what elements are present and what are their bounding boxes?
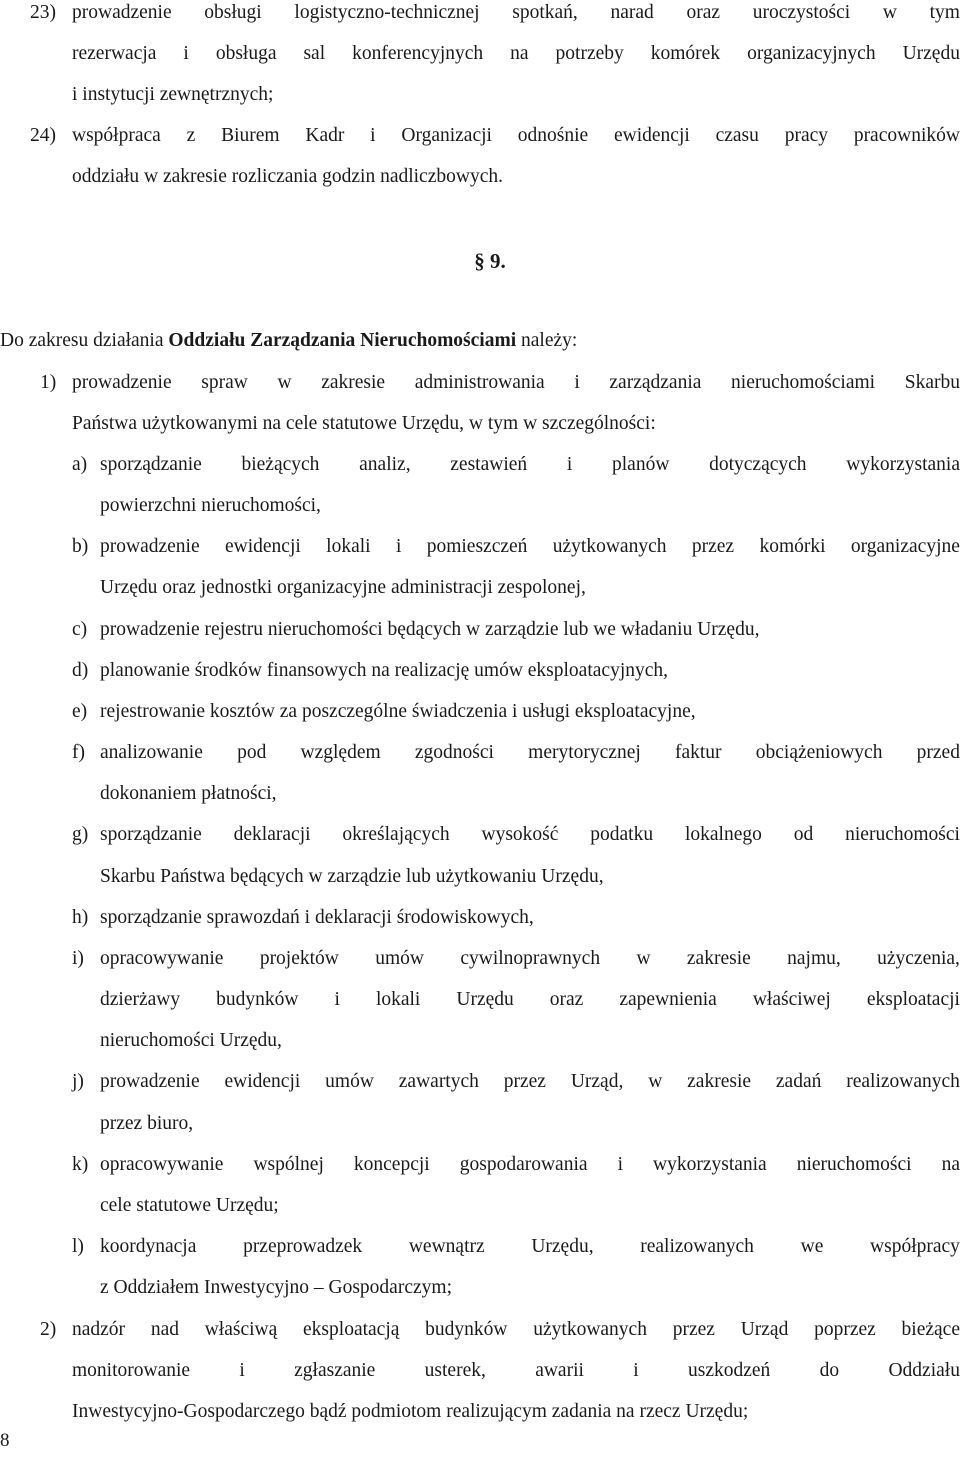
- item-line: oddziału w zakresie rozliczania godzin nadliczbowych.: [72, 166, 503, 187]
- subitem-letter: g): [72, 824, 89, 845]
- subitem-letter: a): [72, 454, 88, 475]
- item-line: Państwa użytkowanymi na cele statutowe Urzędu, w tym w szczególności:: [72, 413, 656, 434]
- item-line: prowadzenie spraw w zakresie administrowania i zarządzania nieruchomościami Skarbu: [72, 372, 960, 393]
- subitem-letter: b): [72, 536, 89, 557]
- subitem-h: [0, 897, 960, 938]
- item-line: współpraca z Biurem Kadr i Organizacji odnośnie ewidencji czasu pracy pracowników: [72, 125, 960, 146]
- subitem-k: [0, 1144, 960, 1185]
- subitem-line: dokonaniem płatności,: [100, 783, 277, 804]
- subitem-letter: e): [72, 701, 88, 722]
- item-line: prowadzenie obsługi logistyczno-technicznej spotkań, narad oraz uroczystości w tym: [72, 2, 960, 23]
- subitem-line: prowadzenie ewidencji umów zawartych przez Urząd, w zakresie zadań realizowanych: [100, 1071, 960, 1092]
- item-line: Inwestycyjno-Gospodarczego bądź podmiotom realizującym zadania na rzecz Urzędu;: [72, 1401, 749, 1422]
- subitem-line: sporządzanie sprawozdań i deklaracji środowiskowych,: [100, 907, 534, 928]
- subitem-i: [0, 938, 960, 979]
- subitem-letter: f): [72, 742, 85, 763]
- subitem-line: powierzchni nieruchomości,: [100, 495, 321, 516]
- item-number: 24): [30, 125, 56, 146]
- subitem-line: sporządzanie deklaracji określających wysokość podatku lokalnego od nieruchomości: [100, 824, 960, 845]
- item-line: i instytucji zewnętrznych;: [72, 84, 274, 105]
- subitem-c: [0, 609, 960, 650]
- subitem-e: [0, 691, 960, 732]
- section-intro: [0, 320, 960, 361]
- subitem-l: [0, 1226, 960, 1267]
- intro-text: Do zakresu działania: [0, 330, 169, 351]
- subitem-line: opracowywanie wspólnej koncepcji gospodarowania i wykorzystania nieruchomości na: [100, 1154, 960, 1175]
- subitem-g: [0, 814, 960, 855]
- subitem-f: [0, 732, 960, 773]
- item-number: 23): [30, 2, 56, 23]
- item-line: nadzór nad właściwą eksploatacją budynków użytkowanych przez Urząd poprzez bieżące: [72, 1319, 960, 1340]
- subitem-line: Skarbu Państwa będących w zarządzie lub użytkowaniu Urzędu,: [100, 866, 604, 887]
- subitem-j: [0, 1061, 960, 1102]
- subitem-line: Urzędu oraz jednostki organizacyjne administracji zespolonej,: [100, 577, 586, 598]
- subitem-a: [0, 444, 960, 485]
- subitem-line: prowadzenie ewidencji lokali i pomieszczeń użytkowanych przez komórki organizacyjne: [100, 536, 960, 557]
- subitem-line: prowadzenie rejestru nieruchomości będących w zarządzie lub we władaniu Urzędu,: [100, 619, 760, 640]
- intro-text-end: należy:: [516, 330, 578, 351]
- subitem-line: dzierżawy budynków i lokali Urzędu oraz zapewnienia właściwej eksploatacji: [100, 989, 960, 1010]
- subitem-letter: k): [72, 1154, 89, 1175]
- subitem-line: cele statutowe Urzędu;: [100, 1195, 279, 1216]
- subitem-line: rejestrowanie kosztów za poszczególne świadczenia i usługi eksploatacyjne,: [100, 701, 696, 722]
- subitem-line: sporządzanie bieżących analiz, zestawień i planów dotyczących wykorzystania: [100, 454, 960, 475]
- subitem-letter: c): [72, 619, 88, 640]
- subitem-line: przez biuro,: [100, 1113, 194, 1134]
- item-line: monitorowanie i zgłaszanie usterek, awarii i uszkodzeń do Oddziału: [72, 1360, 960, 1381]
- subitem-line: z Oddziałem Inwestycyjno – Gospodarczym;: [100, 1277, 452, 1298]
- subitem-letter: h): [72, 907, 89, 928]
- subitem-b: [0, 526, 960, 567]
- subitem-line: opracowywanie projektów umów cywilnoprawnych w zakresie najmu, użyczenia,: [100, 948, 960, 969]
- subitem-letter: d): [72, 660, 89, 681]
- subitem-line: nieruchomości Urzędu,: [100, 1030, 282, 1051]
- subitem-letter: i): [72, 948, 84, 969]
- item-number: 1): [40, 372, 57, 393]
- item-number: 2): [40, 1319, 57, 1340]
- subitem-letter: l): [72, 1236, 84, 1257]
- subitem-line: planowanie środków finansowych na realizację umów eksploatacyjnych,: [100, 660, 669, 681]
- page-number: 8: [0, 1430, 10, 1451]
- item-line: rezerwacja i obsługa sal konferencyjnych na potrzeby komórek organizacyjnych Urzędu: [72, 43, 960, 64]
- unit-name: Oddziału Zarządzania Nieruchomościami: [168, 330, 517, 351]
- subitem-letter: j): [72, 1071, 84, 1092]
- subitem-d: [0, 650, 960, 691]
- subitem-line: koordynacja przeprowadzek wewnątrz Urzędu, realizowanych we współpracy: [100, 1236, 960, 1257]
- section-heading: § 9.: [474, 249, 506, 273]
- subitem-line: analizowanie pod względem zgodności merytorycznej faktur obciążeniowych przed: [100, 742, 960, 763]
